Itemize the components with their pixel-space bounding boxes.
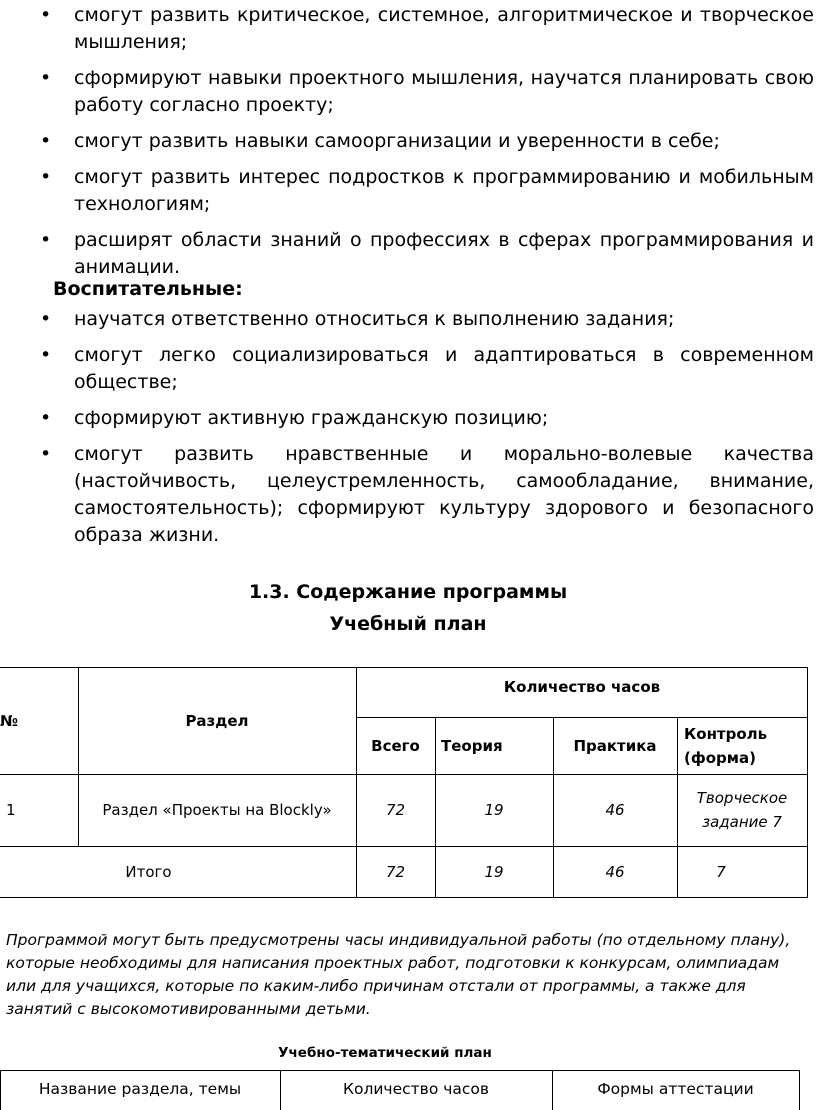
table-cell-theory: 19 — [484, 801, 504, 819]
column-header-total: Всего — [371, 736, 420, 755]
individual-hours-note: Программой могут быть предусмотрены часы индивидуальной работы (по отдельному плану), которые необходимы для написания проектных работ, подготовки к конкурсам, олимпиадам или для учащихся, которые по каким-либо причинам отстали от программы, а также для занятий с высокомотивированными детьми. — [6, 931, 791, 1018]
bullet-icon: • — [40, 166, 52, 188]
thematic-plan-title: Учебно-тематический план — [278, 1045, 492, 1061]
list-item: • смогут развить нравственные и морально-волевые качества (настойчивость, целеустремленность, самообладание, внимание, самостоятельность); сформируют культуру здорового и безопасного образа жизни. — [40, 443, 814, 546]
column-header-number: № — [0, 711, 19, 730]
table-cell-total-sum: 72 — [385, 862, 406, 881]
list-item: • смогут развить навыки самоорганизации и уверенности в себе; — [40, 128, 814, 155]
list-item: • расширят области знаний о профессиях в сферах программирования и анимации. — [40, 229, 814, 278]
list-item: • научатся ответственно относиться к выполнению задания; — [40, 306, 814, 333]
table-cell-total: 72 — [385, 801, 406, 819]
table-cell-total-theory: 19 — [484, 862, 504, 881]
bullet-icon: • — [40, 308, 52, 330]
bullet-icon: • — [40, 130, 52, 152]
column-header-hours-count: Количество часов — [342, 1080, 490, 1098]
list-item: • сформируют навыки проектного мышления, научатся планировать свою работу согласно проекту; — [40, 67, 814, 116]
table-cell-control: Творческое задание 7 — [696, 789, 788, 831]
table-cell-total-control: 7 — [716, 862, 726, 881]
list-item: • смогут развить критическое, системное, алгоритмическое и творческое мышления; — [40, 4, 814, 53]
bullet-icon: • — [40, 407, 52, 429]
upbringing-heading: Воспитательные: — [53, 278, 243, 300]
table-cell-practice: 46 — [605, 801, 625, 819]
table-cell-total-label: Итого — [125, 862, 172, 881]
column-header-attestation: Формы аттестации — [597, 1080, 754, 1098]
learning-outcomes-list — [40, 2, 814, 290]
column-header-practice: Практика — [573, 736, 657, 755]
table-cell-section: Раздел «Проекты на Blockly» — [102, 801, 332, 819]
thematic-plan-table — [0, 1070, 800, 1110]
upbringing-list — [40, 306, 814, 558]
column-header-theory: Теория — [441, 736, 503, 755]
curriculum-table — [0, 667, 808, 898]
bullet-icon: • — [40, 443, 52, 465]
bullet-icon: • — [40, 229, 52, 251]
section-title: 1.3. Содержание программы — [248, 581, 568, 603]
list-item: • смогут развить интерес подростков к программированию и мобильным технологиям; — [40, 166, 814, 215]
table-cell-total-practice: 46 — [605, 862, 625, 881]
column-header-section: Раздел — [185, 711, 249, 730]
bullet-icon: • — [40, 344, 52, 366]
list-item: • смогут легко социализироваться и адаптироваться в современном обществе; — [40, 344, 814, 393]
section-subtitle: Учебный план — [329, 613, 487, 635]
column-header-hours: Количество часов — [503, 678, 661, 696]
bullet-icon: • — [40, 4, 52, 26]
column-header-topic: Название раздела, темы — [38, 1080, 242, 1098]
table-cell-number: 1 — [6, 801, 16, 819]
list-item: • сформируют активную гражданскую позицию; — [40, 405, 814, 432]
bullet-icon: • — [40, 67, 52, 89]
column-header-control: Контроль (форма) — [684, 724, 768, 767]
